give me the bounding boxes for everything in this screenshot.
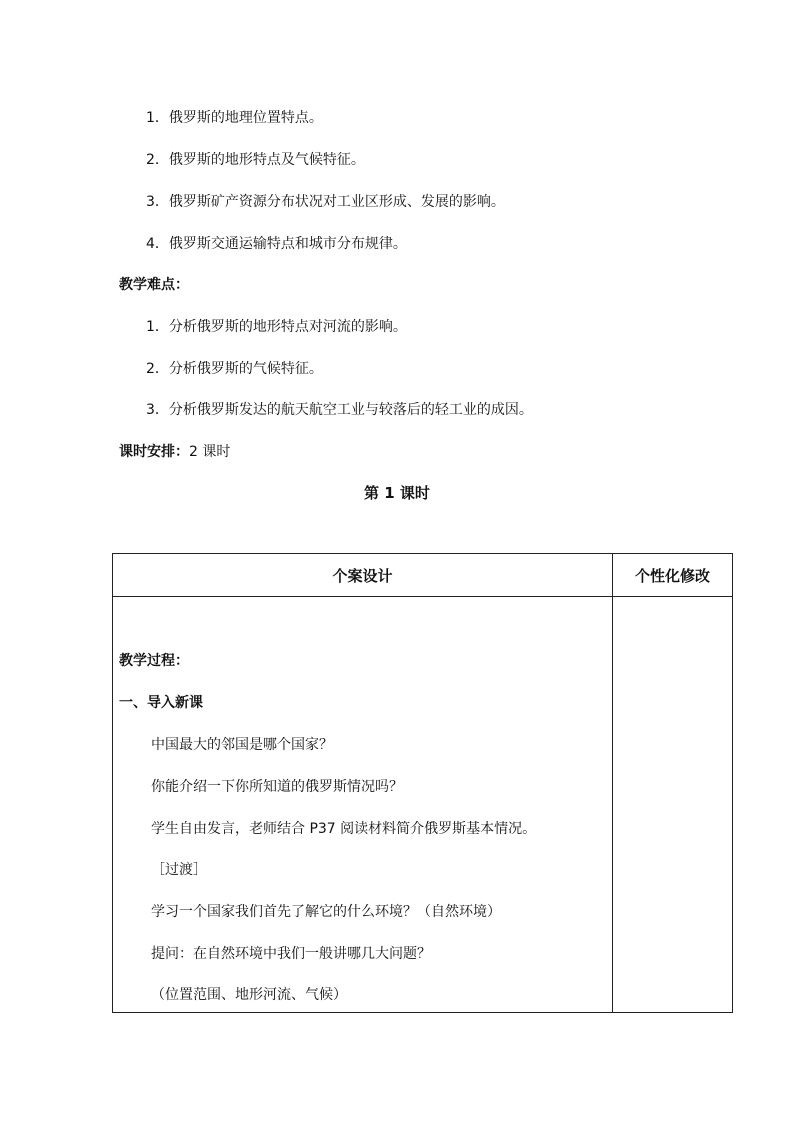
personal-edit-cell <box>613 597 733 1013</box>
key-point-2: 2．俄罗斯的地形特点及气候特征。 <box>146 152 365 168</box>
difficulty-item-3: 3．分析俄罗斯发达的航天航空工业与较落后的轻工业的成因。 <box>146 402 533 418</box>
process-heading: 教学过程： <box>119 653 189 669</box>
process-line-4: ［过渡］ <box>151 862 207 878</box>
table-header-row <box>113 554 733 597</box>
section-heading: 一、导入新课 <box>119 695 203 711</box>
case-design-cell <box>113 597 613 1013</box>
lesson-design-table <box>112 553 733 1013</box>
process-line-7: （位置范围、地形河流、气候） <box>151 987 347 1003</box>
difficulty-heading: 教学难点： <box>119 277 189 293</box>
process-line-3: 学生自由发言，老师结合 P37 阅读材料简介俄罗斯基本情况。 <box>151 821 537 837</box>
schedule-label: 课时安排： <box>119 444 189 460</box>
key-point-3: 3．俄罗斯矿产资源分布状况对工业区形成、发展的影响。 <box>146 194 505 210</box>
schedule-value: 2 课时 <box>189 444 231 460</box>
difficulty-item-2: 2．分析俄罗斯的气候特征。 <box>146 361 323 377</box>
key-point-1: 1．俄罗斯的地理位置特点。 <box>146 110 323 126</box>
header-case-design: 个案设计 <box>113 554 613 597</box>
schedule-line <box>119 442 230 462</box>
process-line-6: 提问：在自然环境中我们一般讲哪几大问题？ <box>151 946 431 962</box>
process-line-5: 学习一个国家我们首先了解它的什么环境？（自然环境） <box>151 904 501 920</box>
table-body-row <box>113 597 733 1013</box>
header-personal-edit: 个性化修改 <box>613 554 733 597</box>
lesson-title: 第 1 课时 <box>364 484 430 502</box>
process-line-2: 你能介绍一下你所知道的俄罗斯情况吗？ <box>151 779 403 795</box>
process-line-1: 中国最大的邻国是哪个国家？ <box>151 737 333 753</box>
difficulty-item-1: 1．分析俄罗斯的地形特点对河流的影响。 <box>146 319 407 335</box>
key-point-4: 4．俄罗斯交通运输特点和城市分布规律。 <box>146 236 407 252</box>
